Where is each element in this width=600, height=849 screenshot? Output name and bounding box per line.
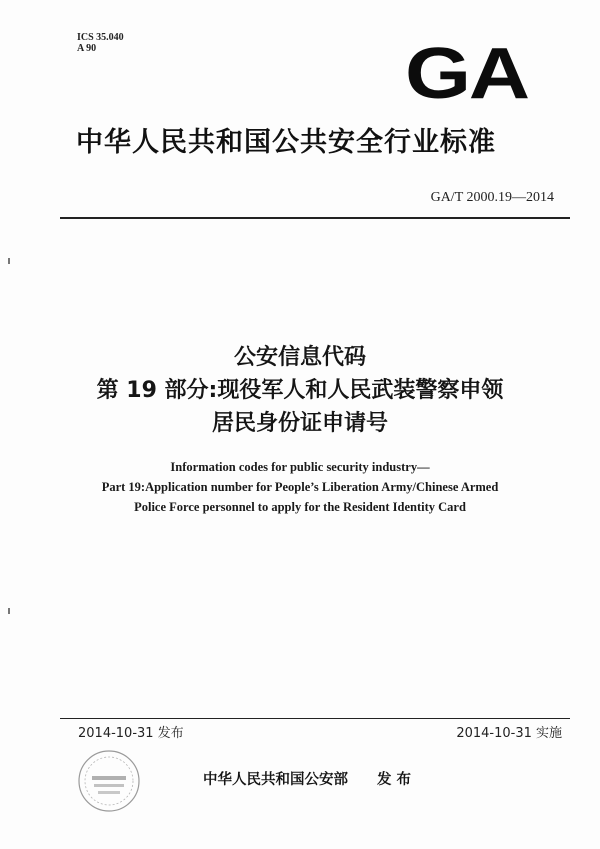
classification-codes bbox=[77, 32, 124, 54]
chinese-title-line-2: 第 19 部分:现役军人和人民武装警察申领 bbox=[96, 378, 504, 403]
issuing-authority: 中华人民共和国公安部 发 布 bbox=[203, 772, 412, 788]
publish-date: 2014-10-31 发布 bbox=[78, 726, 184, 741]
chinese-title-line-3: 居民身份证申请号 bbox=[211, 411, 388, 436]
english-title-line-1: Information codes for public security industry— bbox=[170, 460, 430, 474]
english-title-line-3: Police Force personnel to apply for the Resident Identity Card bbox=[134, 500, 466, 514]
scan-mark bbox=[8, 608, 10, 614]
top-divider bbox=[60, 217, 570, 219]
standard-number: GA/T 2000.19—2014 bbox=[430, 190, 554, 205]
anti-counterfeit-seal-icon bbox=[76, 748, 142, 814]
ccs-code: A 90 bbox=[77, 43, 97, 54]
chinese-title-line-1: 公安信息代码 bbox=[233, 345, 366, 370]
implement-date: 2014-10-31 实施 bbox=[456, 726, 562, 741]
ga-logo: GA bbox=[405, 34, 528, 114]
ics-code: ICS 35.040 bbox=[77, 32, 124, 43]
bottom-divider bbox=[60, 718, 570, 719]
scan-mark bbox=[8, 258, 10, 264]
english-title-line-2: Part 19:Application number for People’s Liberation Army/Chinese Armed bbox=[101, 480, 499, 494]
standard-category-title: 中华人民共和国公共安全行业标准 bbox=[76, 127, 496, 158]
